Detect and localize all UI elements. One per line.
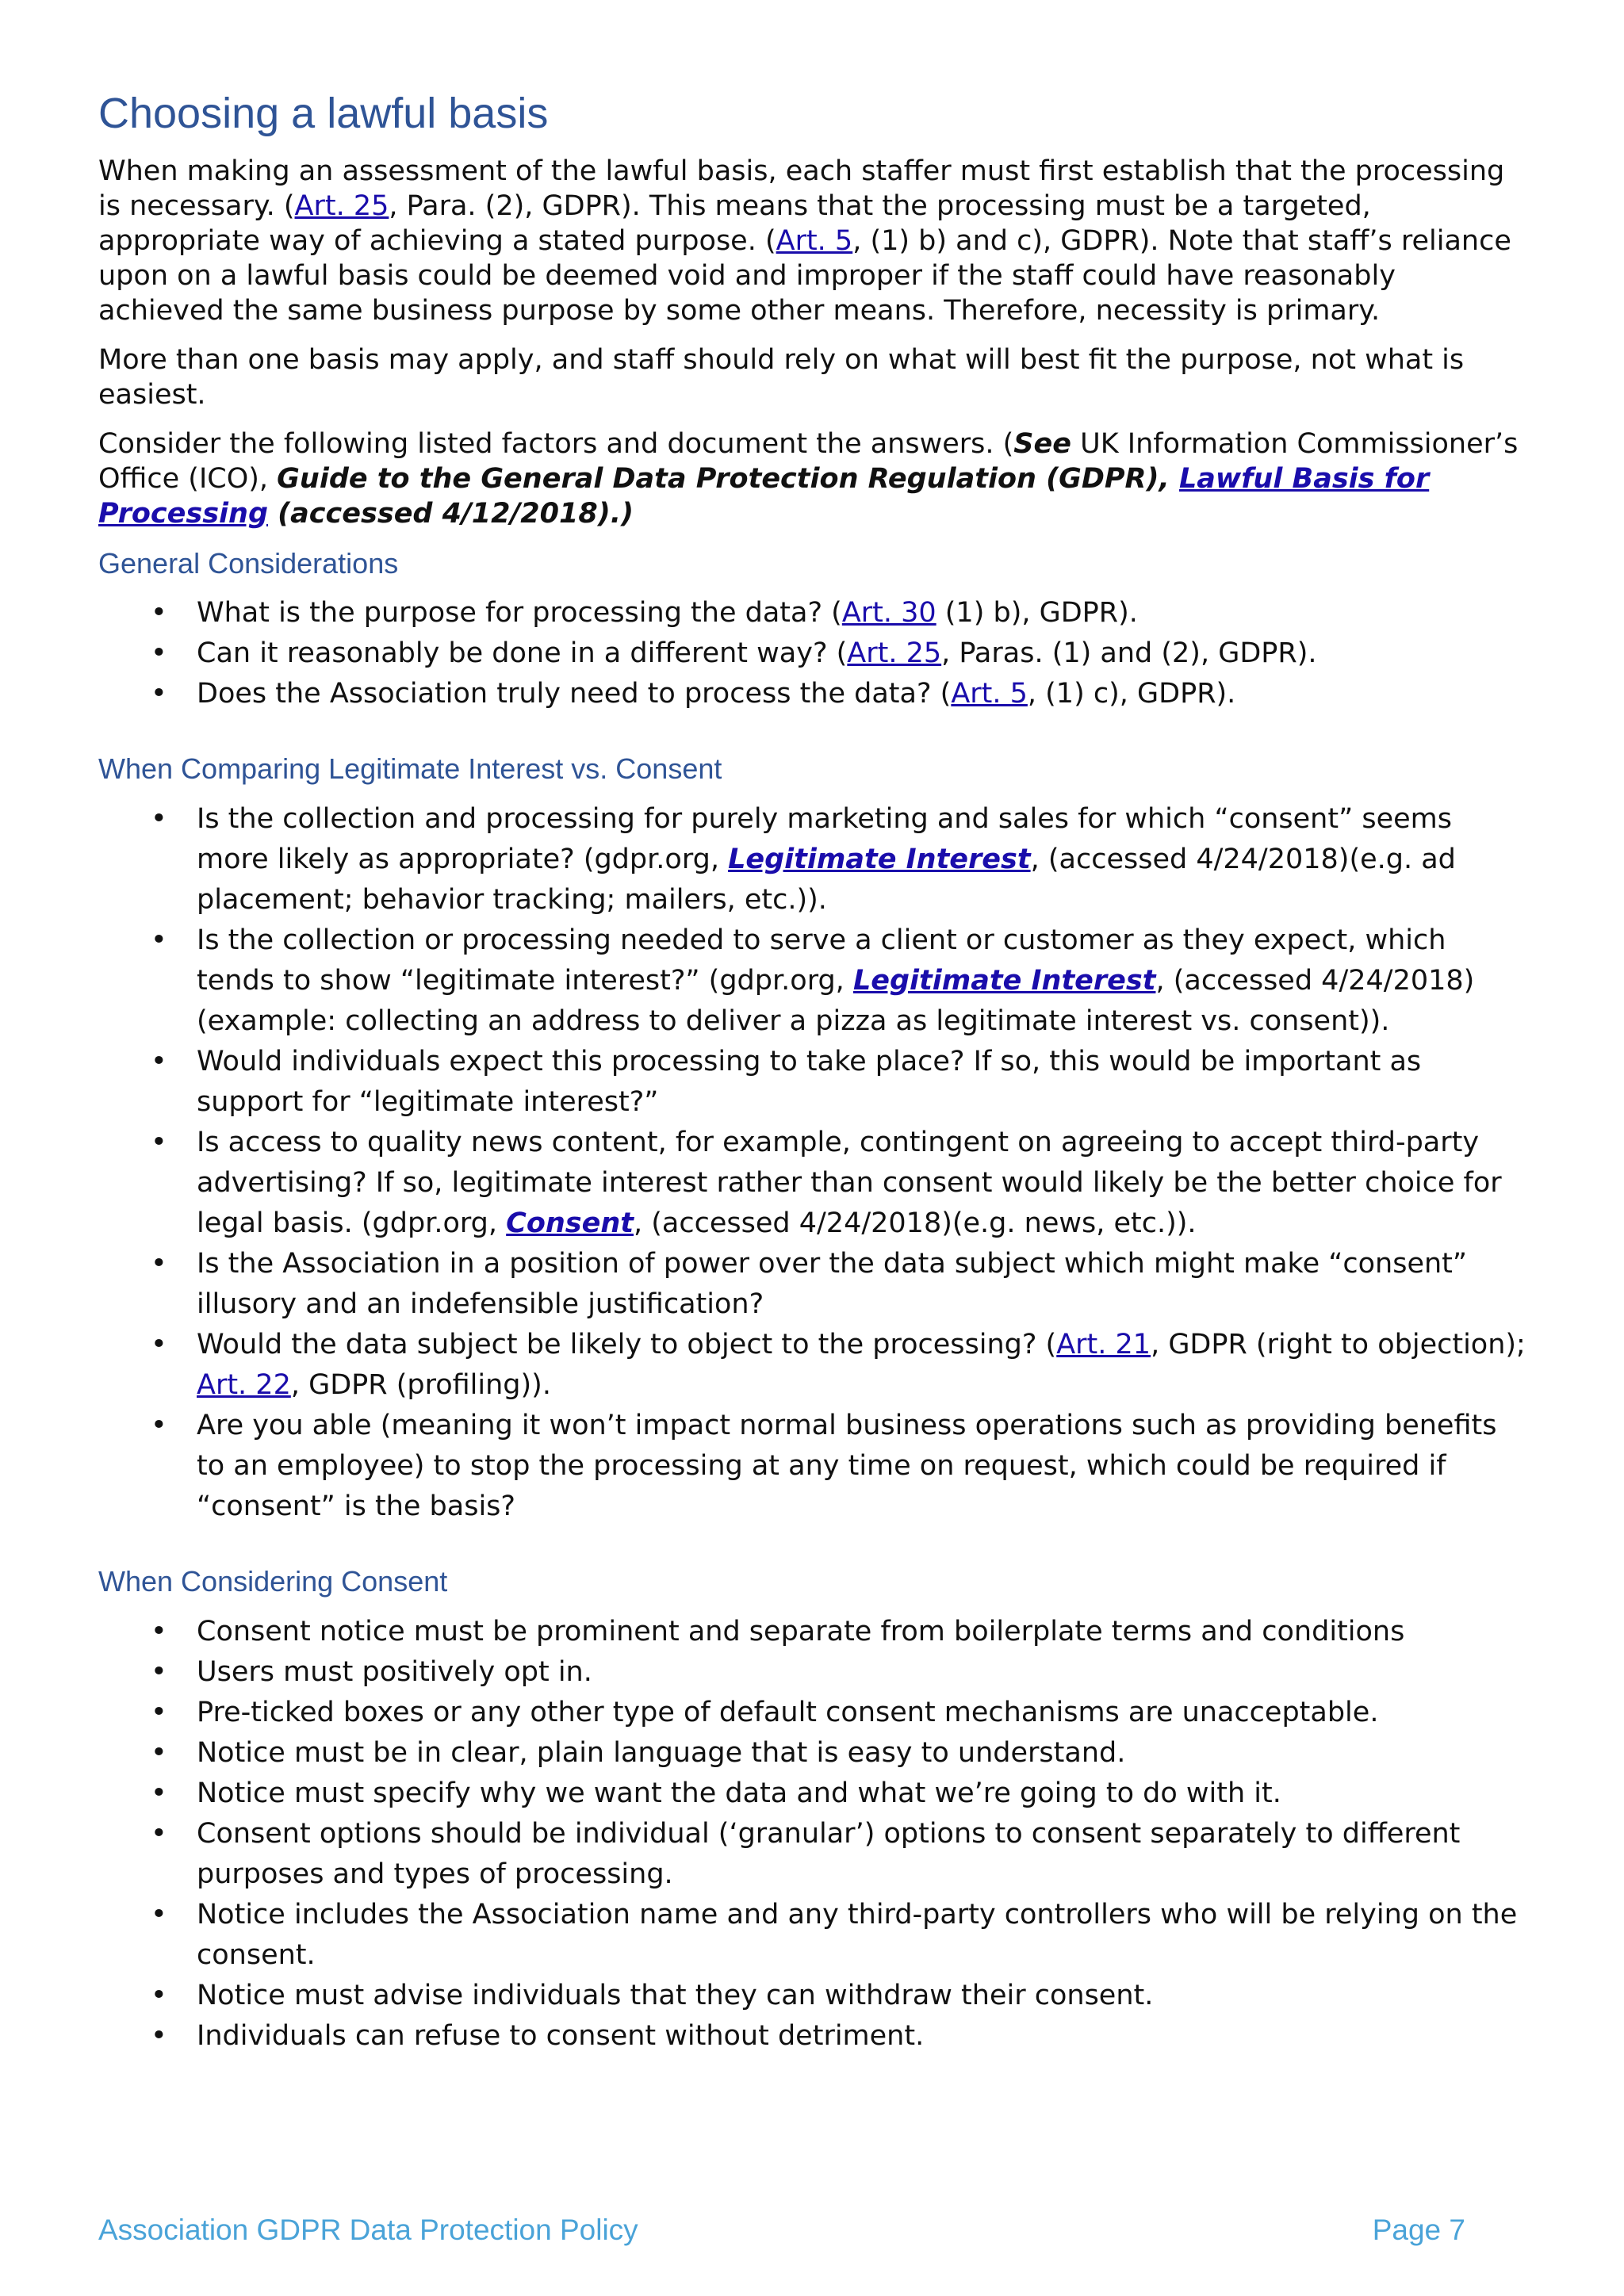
intro-paragraph-necessity: When making an assessment of the lawful basis, each staffer must first establish that the processing is necessary. (Art. 25, Para. (2), GDPR). This means that the processing must be a targeted, appropriate way of achieving a stated purpose. (Art. 5, (1) b) and c), GDPR). Note that staff’s reliance upon on a lawful basis could be deemed void and improper if the staff could have reasonably achieved the same business purpose by some other means. Therefore, necessity is primary. xyxy=(98,155,1511,327)
link-art-30[interactable]: Art. 30 xyxy=(841,597,936,629)
list-item: • Is the Association in a position of power over the data subject which might make “consent” illusory and an indefensible justification? xyxy=(98,1244,1526,1325)
link-art-5[interactable]: Art. 5 xyxy=(776,224,853,257)
list-item: • Would the data subject be likely to object to the processing? (Art. 21, GDPR (right to objection); Art. 22, GDPR (profiling)). xyxy=(98,1325,1526,1406)
page-title: Choosing a lawful basis xyxy=(98,90,549,137)
link-legitimate-interest[interactable]: Legitimate Interest xyxy=(728,844,1031,876)
list-item: • Is the collection or processing needed to serve a client or customer as they expect, which tends to show “legitimate interest?” (gdpr.org, Legitimate Interest, (accessed 4/24/2018)(example: collecting an address to deliver a pizza as legitimate interest vs. consent)). xyxy=(98,920,1526,1042)
link-consent[interactable]: Consent xyxy=(506,1207,634,1240)
list-item: • Does the Association truly need to process the data? (Art. 5, (1) c), GDPR). xyxy=(98,674,1526,714)
footer-document-title: Association GDPR Data Protection Policy xyxy=(98,2214,638,2246)
link-lawful-basis-for-processing[interactable]: Lawful Basis for Processing xyxy=(98,462,1430,530)
list-item: • Users must positively opt in. xyxy=(98,1652,1526,1693)
list-item: • Can it reasonably be done in a different way? (Art. 25, Paras. (1) and (2), GDPR). xyxy=(98,633,1526,674)
list-item: • Is the collection and processing for purely marketing and sales for which “consent” seems more likely as appropriate? (gdpr.org, Legitimate Interest, (accessed 4/24/2018)(e.g. ad placement; behavior tracking; mailers, etc.)). xyxy=(98,799,1526,920)
link-art-21[interactable]: Art. 21 xyxy=(1056,1329,1151,1361)
footer-page-number: Page 7 xyxy=(1372,2214,1465,2246)
link-legitimate-interest[interactable]: Legitimate Interest xyxy=(852,965,1156,997)
link-art-25[interactable]: Art. 25 xyxy=(294,189,389,222)
link-art-25[interactable]: Art. 25 xyxy=(847,637,942,670)
list-item: • Are you able (meaning it won’t impact normal business operations such as providing benefits to an employee) to stop the processing at any time on request, which could be required if “consent” is the basis? xyxy=(98,1406,1526,1527)
list-item: • Notice must be in clear, plain language that is easy to understand. xyxy=(98,1733,1526,1774)
list-item: • Notice includes the Association name and any third-party controllers who will be relying on the consent. xyxy=(98,1895,1526,1976)
heading-considering-consent: When Considering Consent xyxy=(98,1565,448,1598)
list-item: • Notice must specify why we want the data and what we’re going to do with it. xyxy=(98,1774,1526,1814)
list-item: • Notice must advise individuals that they can withdraw their consent. xyxy=(98,1976,1526,2016)
link-art-22[interactable]: Art. 22 xyxy=(197,1369,291,1402)
list-comparing xyxy=(98,799,1526,1527)
link-art-5[interactable]: Art. 5 xyxy=(951,678,1028,710)
list-item: • Is access to quality news content, for example, contingent on agreeing to accept third-party advertising? If so, legitimate interest rather than consent would likely be the better choice for legal basis. (gdpr.org, Consent, (accessed 4/24/2018)(e.g. news, etc.)). xyxy=(98,1123,1526,1244)
list-considering-consent xyxy=(98,1612,1526,2057)
document-page xyxy=(98,87,1526,2057)
list-item: • Consent notice must be prominent and separate from boilerplate terms and conditions xyxy=(98,1612,1526,1652)
intro-paragraph-multiple-bases: More than one basis may apply, and staff should rely on what will best fit the purpose, not what is easiest. xyxy=(98,343,1465,411)
list-general-considerations xyxy=(98,593,1526,714)
intro-paragraph-factors: Consider the following listed factors and document the answers. (See UK Information Commissioner’s Office (ICO), Guide to the General Data Protection Regulation (GDPR), Lawful Basis for Processing (accessed 4/12/2018).) xyxy=(98,427,1519,530)
list-item: • Would individuals expect this processing to take place? If so, this would be important as support for “legitimate interest?” xyxy=(98,1042,1526,1123)
list-item: • Consent options should be individual (‘granular’) options to consent separately to different purposes and types of processing. xyxy=(98,1814,1526,1895)
list-item: • What is the purpose for processing the data? (Art. 30 (1) b), GDPR). xyxy=(98,593,1526,633)
list-item: • Individuals can refuse to consent without detriment. xyxy=(98,2016,1526,2057)
list-item: • Pre-ticked boxes or any other type of default consent mechanisms are unacceptable. xyxy=(98,1693,1526,1733)
heading-comparing-legitimate-interest: When Comparing Legitimate Interest vs. Consent xyxy=(98,752,722,786)
heading-general-considerations: General Considerations xyxy=(98,546,399,580)
page-footer xyxy=(98,2214,1465,2247)
